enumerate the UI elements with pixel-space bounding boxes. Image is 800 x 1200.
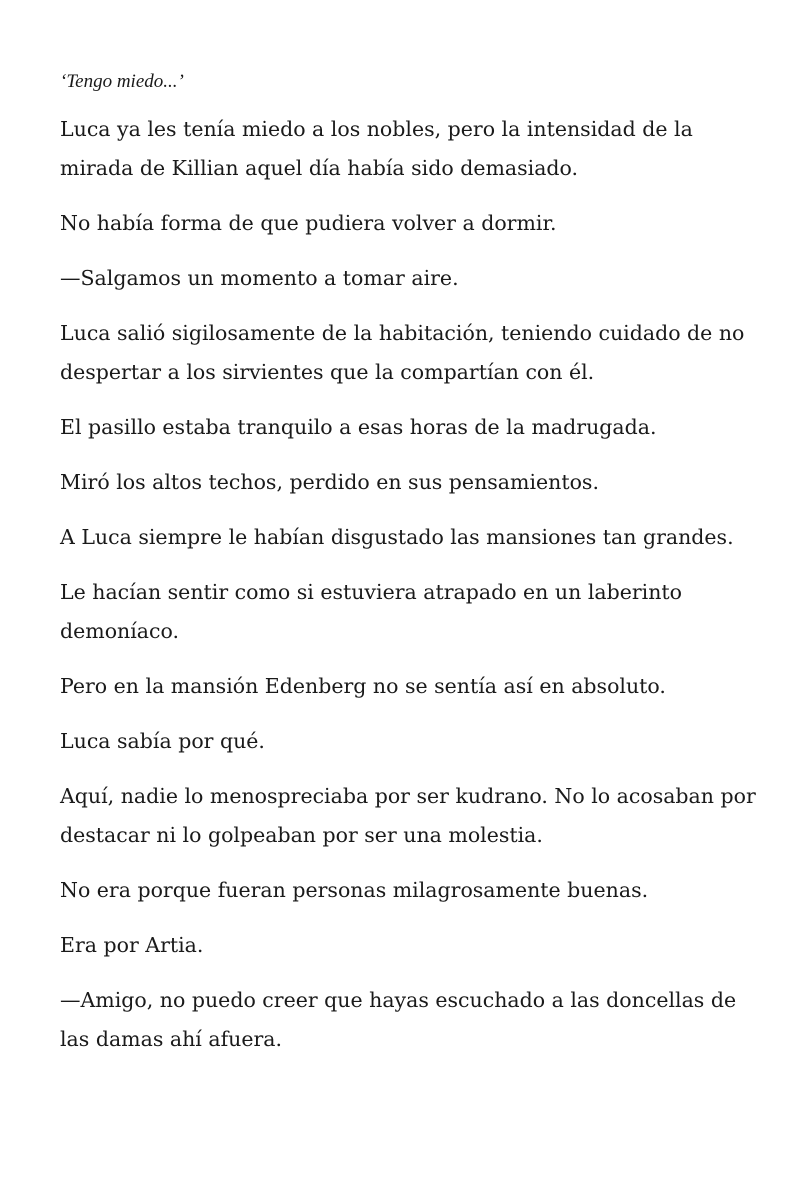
paragraph: —Amigo, no puedo creer que hayas escuchado a las doncellas de las damas ahí afuera. xyxy=(60,988,737,1051)
paragraph: Le hacían sentir como si estuviera atrapado en un laberinto demoníaco. xyxy=(60,580,682,643)
epigraph: ‘Tengo miedo...’ xyxy=(60,71,184,92)
paragraph: No era porque fueran personas milagrosamente buenas. xyxy=(60,878,649,902)
paragraph: Luca sabía por qué. xyxy=(60,729,265,753)
paragraph: El pasillo estaba tranquilo a esas horas de la madrugada. xyxy=(60,415,657,439)
paragraph: Luca ya les tenía miedo a los nobles, pero la intensidad de la mirada de Killian aquel día había sido demasiado. xyxy=(60,117,693,180)
paragraph: A Luca siempre le habían disgustado las mansiones tan grandes. xyxy=(60,525,734,549)
paragraph: Miró los altos techos, perdido en sus pensamientos. xyxy=(60,470,599,494)
paragraph: Era por Artia. xyxy=(60,933,204,957)
paragraph: No había forma de que pudiera volver a dormir. xyxy=(60,211,557,235)
paragraph: Luca salió sigilosamente de la habitación, teniendo cuidado de no despertar a los sirvientes que la compartían con él. xyxy=(60,321,745,384)
paragraph: Aquí, nadie lo menospreciaba por ser kudrano. No lo acosaban por destacar ni lo golpeaban por ser una molestia. xyxy=(60,784,756,847)
paragraph: —Salgamos un momento a tomar aire. xyxy=(60,266,459,290)
paragraph: Pero en la mansión Edenberg no se sentía así en absoluto. xyxy=(60,674,666,698)
page-text xyxy=(60,68,760,1075)
